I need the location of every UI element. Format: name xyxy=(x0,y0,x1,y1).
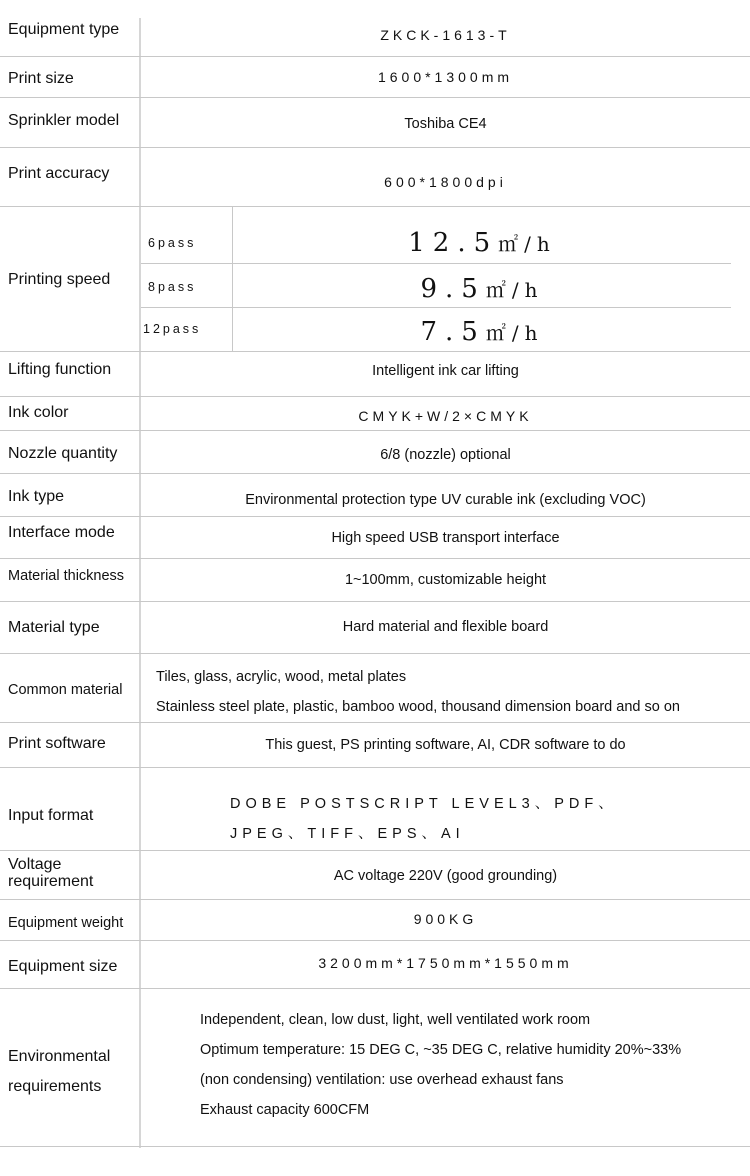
sub-row-divider xyxy=(141,307,731,308)
speed-value: 9.5 xyxy=(420,274,486,304)
environmental-line: Independent, clean, low dust, light, well ventilated work room xyxy=(200,1012,591,1028)
common-material-line: Tiles, glass, acrylic, wood, metal plates xyxy=(156,669,407,685)
environmental-line: Exhaust capacity 600CFM xyxy=(200,1102,370,1118)
row-divider xyxy=(0,516,750,517)
row-divider xyxy=(0,988,750,989)
row-divider xyxy=(0,653,750,654)
label-ink-type: Ink type xyxy=(8,488,65,505)
row-divider xyxy=(0,147,750,148)
label-ink-color: Ink color xyxy=(8,404,69,421)
value-material-thickness: 1~100mm, customizable height xyxy=(344,572,547,588)
row-divider xyxy=(0,396,750,397)
label-interface-mode: Interface mode xyxy=(8,524,115,541)
label-voltage-requirement xyxy=(8,856,93,890)
label-line: requirement xyxy=(8,873,94,890)
label-line: requirements xyxy=(8,1078,102,1095)
label-print-accuracy: Print accuracy xyxy=(8,165,110,182)
speed-value: 7.5 xyxy=(420,317,486,347)
speed-6pass xyxy=(233,228,731,258)
speed-12pass xyxy=(233,317,731,347)
label-input-format: Input format xyxy=(8,807,94,824)
row-divider xyxy=(0,722,750,723)
sub-row-divider xyxy=(141,263,731,264)
input-format-line: JPEG、TIFF、EPS、AI xyxy=(230,826,465,842)
label-line: Environmental xyxy=(8,1048,111,1065)
row-divider xyxy=(0,473,750,474)
label-line: Voltage xyxy=(8,856,62,873)
row-divider xyxy=(0,430,750,431)
row-divider xyxy=(0,899,750,900)
value-equipment-weight: 900KG xyxy=(413,911,478,927)
value-voltage-requirement: AC voltage 220V (good grounding) xyxy=(333,868,558,884)
speed-8pass xyxy=(233,274,731,304)
input-format-line: DOBE POSTSCRIPT LEVEL3、PDF、 xyxy=(230,796,618,812)
label-lifting-function: Lifting function xyxy=(8,361,112,378)
label-equipment-type: Equipment type xyxy=(8,21,120,38)
common-material-line: Stainless steel plate, plastic, bamboo wood, thousand dimension board and so on xyxy=(156,699,680,715)
label-nozzle-quantity: Nozzle quantity xyxy=(8,445,118,462)
label-material-type: Material type xyxy=(8,619,100,636)
row-divider xyxy=(0,940,750,941)
value-equipment-type: ZKCK-1613-T xyxy=(380,27,511,43)
value-material-type: Hard material and flexible board xyxy=(342,619,549,635)
speed-value: 12.5 xyxy=(408,228,499,258)
speed-unit: ㎡/h xyxy=(485,278,544,302)
label-equipment-size: Equipment size xyxy=(8,958,118,975)
row-divider xyxy=(0,56,750,57)
label-material-thickness: Material thickness xyxy=(8,568,125,584)
value-sprinkler-model: Toshiba CE4 xyxy=(404,116,487,132)
pass-8: 8pass xyxy=(148,280,197,294)
row-divider xyxy=(0,558,750,559)
row-divider xyxy=(0,767,750,768)
row-divider xyxy=(0,850,750,851)
value-print-size: 1600*1300mm xyxy=(377,69,514,85)
value-ink-color: CMYK+W/2×CMYK xyxy=(358,408,533,424)
row-divider xyxy=(0,206,750,207)
row-divider xyxy=(0,601,750,602)
row-divider xyxy=(0,97,750,98)
label-common-material: Common material xyxy=(8,682,123,698)
label-equipment-weight: Equipment weight xyxy=(8,915,124,931)
pass-6: 6pass xyxy=(148,236,197,250)
speed-unit: ㎡/h xyxy=(485,321,544,345)
pass-12: 12pass xyxy=(143,322,202,336)
value-interface-mode: High speed USB transport interface xyxy=(331,530,560,546)
label-sprinkler-model: Sprinkler model xyxy=(8,112,120,129)
row-divider xyxy=(0,351,750,352)
environmental-line: (non condensing) ventilation: use overhead exhaust fans xyxy=(200,1072,564,1088)
value-equipment-size: 3200mm*1750mm*1550mm xyxy=(318,955,573,971)
environmental-line: Optimum temperature: 15 DEG C, ~35 DEG C, relative humidity 20%~33% xyxy=(200,1042,682,1058)
label-print-size: Print size xyxy=(8,70,74,87)
value-nozzle-quantity: 6/8 (nozzle) optional xyxy=(380,447,511,463)
label-printing-speed: Printing speed xyxy=(8,271,111,288)
value-lifting-function: Intelligent ink car lifting xyxy=(372,363,519,379)
label-environmental-requirements xyxy=(8,1042,110,1102)
value-ink-type: Environmental protection type UV curable ink (excluding VOC) xyxy=(245,492,646,508)
row-divider xyxy=(0,1146,750,1147)
label-print-software: Print software xyxy=(8,735,106,752)
value-print-software: This guest, PS printing software, AI, CDR software to do xyxy=(265,737,626,753)
speed-unit: ㎡/h xyxy=(498,232,556,256)
value-print-accuracy: 600*1800dpi xyxy=(384,174,507,190)
